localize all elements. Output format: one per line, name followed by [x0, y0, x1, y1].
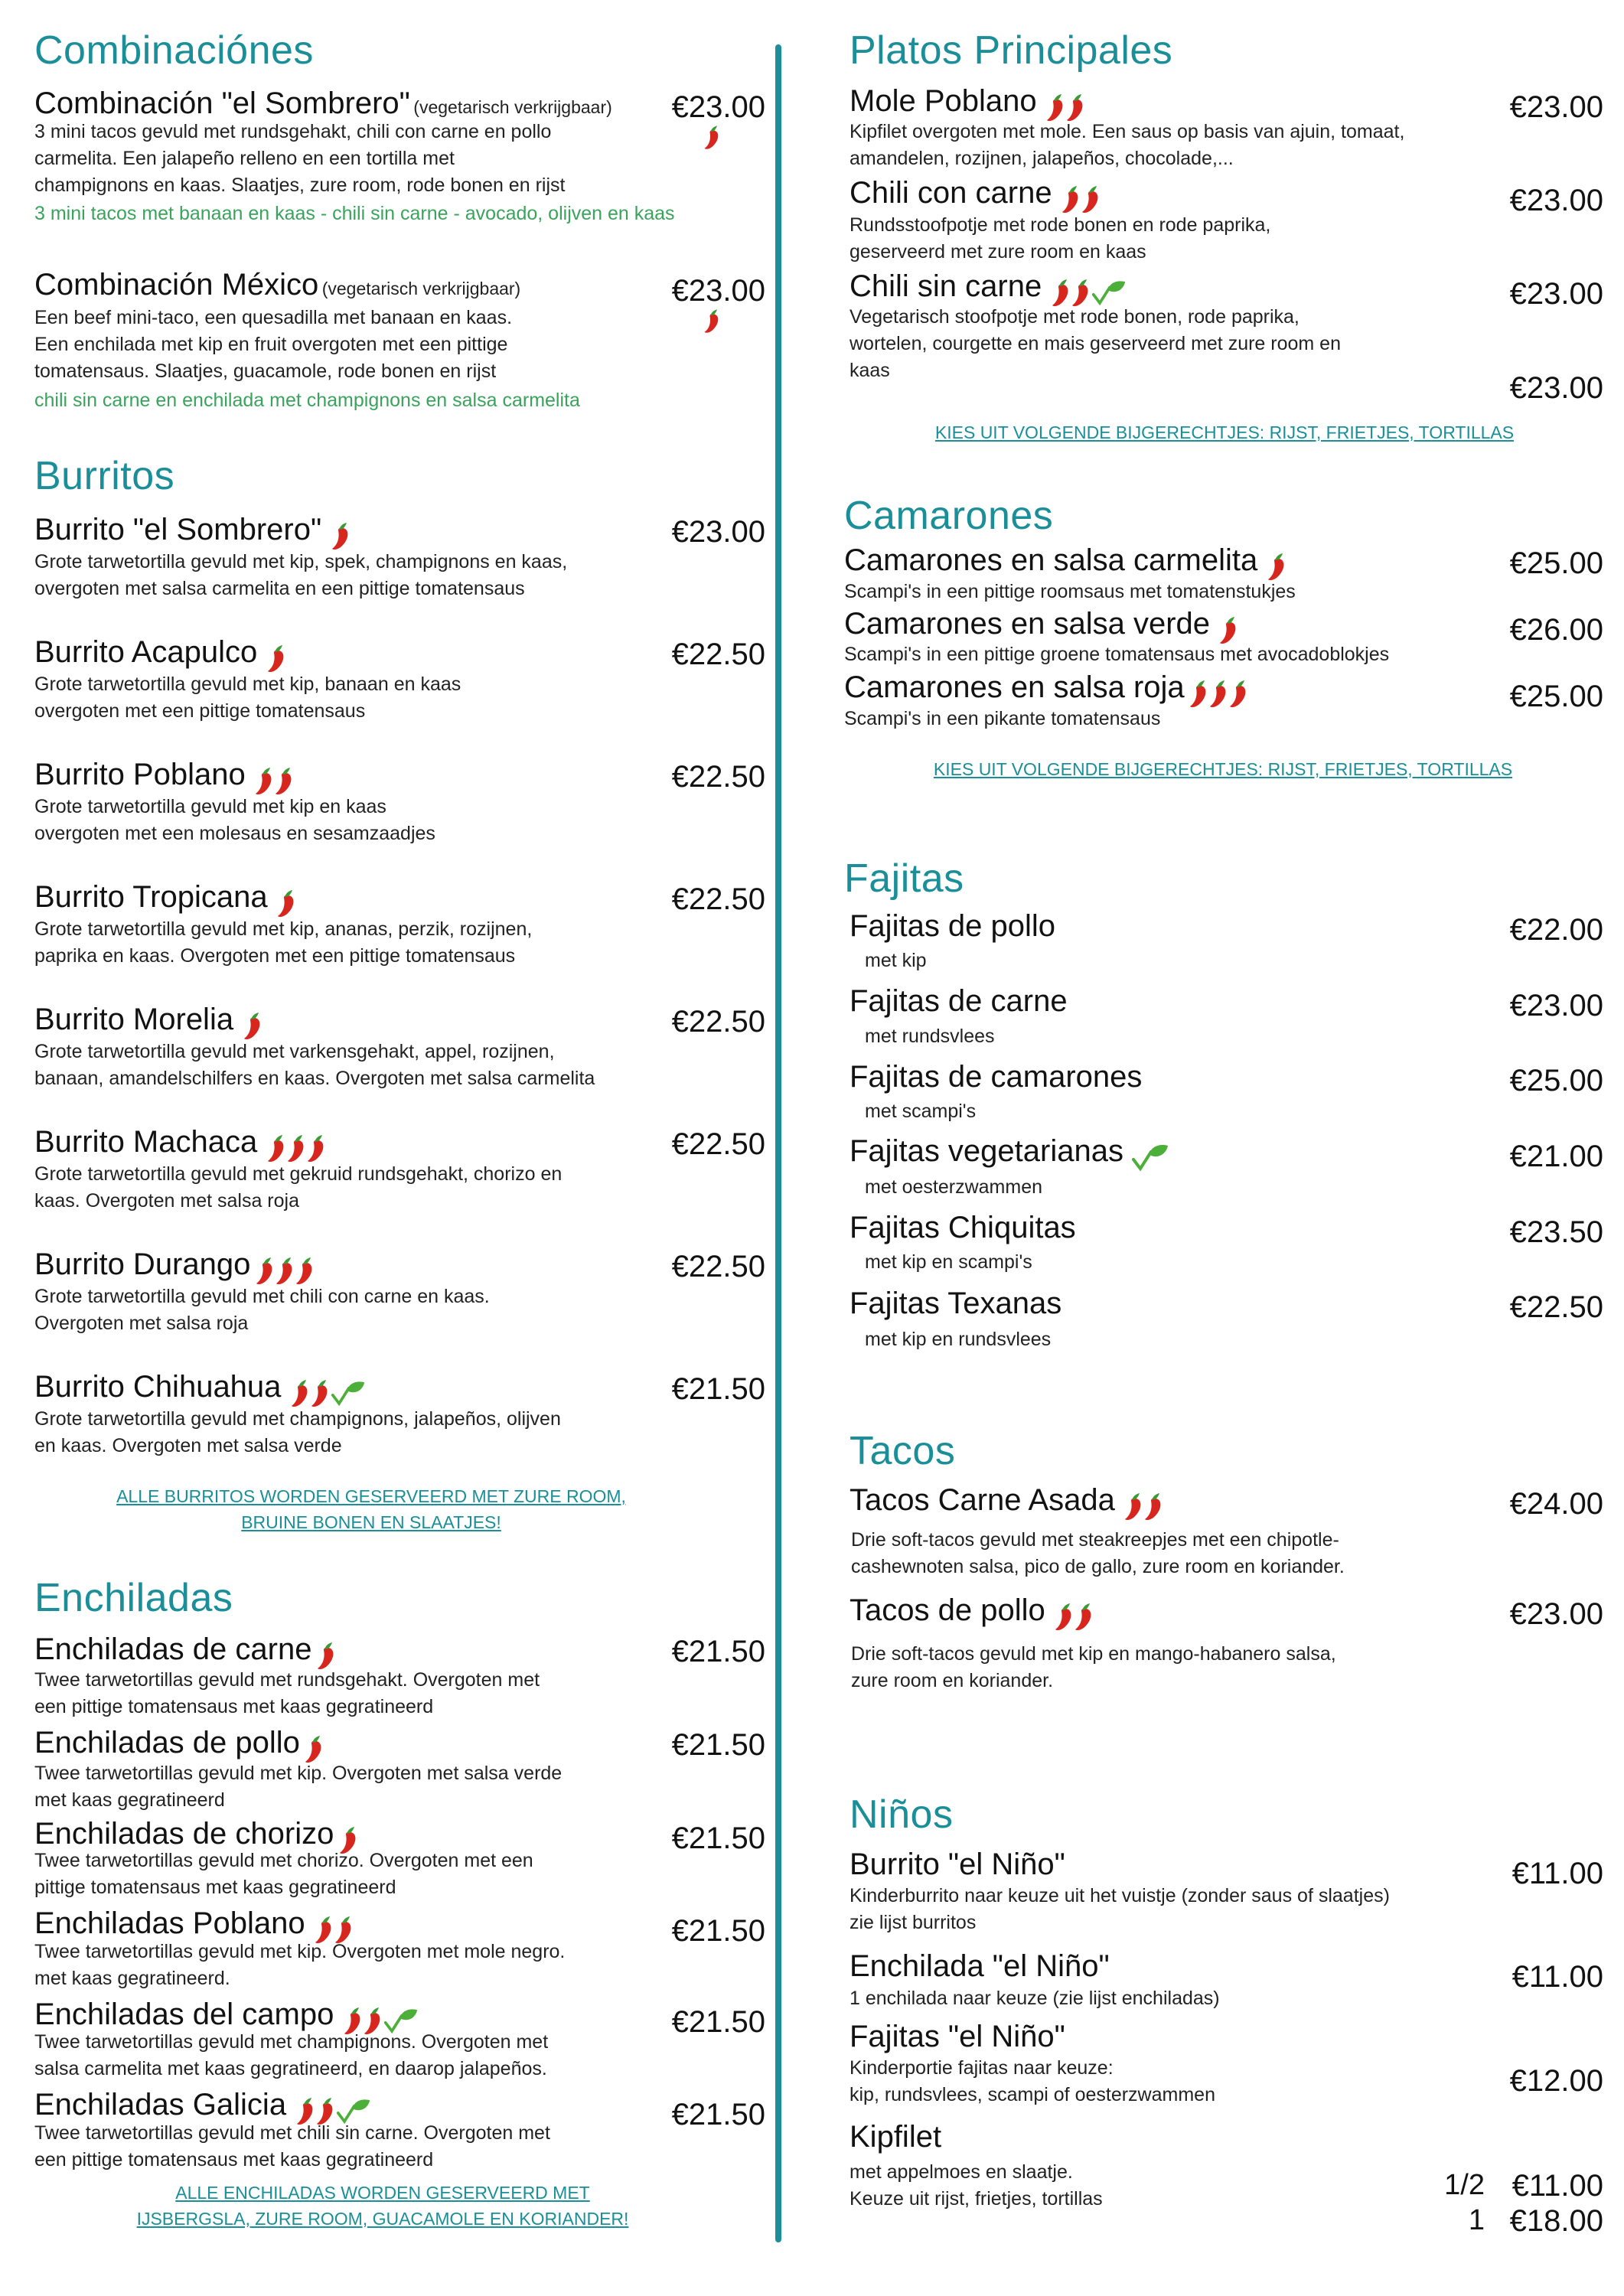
- item-price: €23.00: [1509, 184, 1603, 217]
- section-title-camarones: Camarones: [844, 494, 1054, 538]
- menu-item-enchiladas-carne: [34, 1634, 338, 1671]
- item-price: €23.00: [1509, 1597, 1603, 1631]
- menu-item-burrito-acapulco: [34, 637, 289, 674]
- item-name: Camarones en salsa verde: [844, 607, 1211, 641]
- item-description: Twee tarwetortillas gevuld met chorizo. Overgoten met een pittige tomatensaus met kaas gegratineerd: [34, 1850, 533, 1898]
- item-description: Kipfilet overgoten met mole. Een saus op basis van ajuin, tomaat, amandelen, rozijnen, jalapeños, chocolade,...: [850, 121, 1405, 169]
- item-description: Grote tarwetortilla gevuld met gekruid rundsgehakt, chorizo en kaas. Overgoten met salsa roja: [34, 1163, 563, 1212]
- item-price: €22.50: [671, 760, 765, 794]
- item-name: Chili sin carne: [850, 269, 1042, 303]
- item-price: €23.00: [671, 90, 765, 124]
- item-name: Enchiladas Poblano: [34, 1906, 305, 1940]
- item-description: Grote tarwetortilla gevuld met champignons, jalapeños, olijven en kaas. Overgoten met salsa verde: [34, 1408, 561, 1456]
- item-description: Kinderburrito naar keuze uit het vuistje (zonder saus of slaatjes) zie lijst burritos: [850, 1885, 1390, 1933]
- chili-icon: [273, 766, 296, 797]
- chili-icon: [1143, 1492, 1166, 1522]
- portion-price-full: €18.00: [1509, 2204, 1603, 2238]
- item-description: met oesterzwammen: [865, 1176, 1043, 1198]
- item-name: Enchiladas de chorizo: [34, 1817, 334, 1851]
- portion-price-half: €11.00: [1511, 2169, 1603, 2203]
- item-name: Combinación México: [34, 268, 319, 302]
- leaf-icon: [331, 1379, 366, 1408]
- item-description: Twee tarwetortillas gevuld met chili sin carne. Overgoten met een pittige tomatensaus met kaas gegratineerd: [34, 2122, 550, 2170]
- menu-item-fajitas-pollo: Fajitas de pollo: [850, 909, 1056, 943]
- item-description: 3 mini tacos gevuld met rundsgehakt, chili con carne en pollo carmelita. Een jalapeño relleno en een tortilla met champignons en kaas. Slaatjes, zure room, rode bonen en rijst: [34, 121, 566, 196]
- item-price: €23.00: [671, 515, 765, 549]
- item-price: €21.50: [671, 1821, 765, 1855]
- section-title-platos-principales: Platos Principales: [850, 28, 1173, 73]
- section-title-tacos: Tacos: [850, 1429, 956, 1473]
- menu-item-tacos-carne-asada: [850, 1485, 1166, 1522]
- item-name: Burrito Tropicana: [34, 880, 268, 914]
- section-title-ninos: Niños: [850, 1792, 954, 1837]
- item-description: Grote tarwetortilla gevuld met kip, ananas, perzik, rozijnen, paprika en kaas. Overgoten met een pittige tomatensaus: [34, 918, 533, 967]
- item-description: Grote tarwetortilla gevuld met kip en kaas overgoten met een molesaus en sesamzaadjes: [34, 796, 435, 844]
- menu-item-burrito-el-nino: Burrito "el Niño": [850, 1848, 1065, 1881]
- item-description: Een beef mini-taco, een quesadilla met banaan en kaas. Een enchilada met kip en fruit overgoten met een pittige tomatensaus. Slaatjes, guacamole, rode bonen en rijst: [34, 307, 513, 382]
- menu-item-burrito-sombrero: [34, 514, 353, 552]
- item-price: €23.00: [1509, 90, 1603, 124]
- item-description: met kip en rundsvlees: [865, 1329, 1052, 1350]
- item-description: met rundsvlees: [865, 1026, 995, 1047]
- menu-item-tacos-pollo: [850, 1595, 1096, 1632]
- item-price: €25.00: [1509, 1064, 1603, 1097]
- item-price: €23.00: [671, 274, 765, 308]
- item-price: €11.00: [1511, 1960, 1603, 1994]
- item-description: Twee tarwetortillas gevuld met kip. Overgoten met mole negro. met kaas gegratineerd.: [34, 1941, 566, 1989]
- menu-item-burrito-machaca: [34, 1127, 328, 1164]
- menu-item-mole-poblano: [850, 86, 1088, 123]
- item-price: €21.50: [671, 2005, 765, 2039]
- item-price: €11.00: [1511, 1857, 1603, 1890]
- item-description: Twee tarwetortillas gevuld met kip. Overgoten met salsa verde met kaas gegratineerd: [34, 1763, 563, 1811]
- menu-item-burrito-poblano: [34, 759, 296, 797]
- menu-item-fajitas-carne: Fajitas de carne: [850, 984, 1068, 1018]
- section-title-fajitas: Fajitas: [844, 856, 964, 901]
- menu-item-fajitas-texanas: Fajitas Texanas: [850, 1287, 1062, 1320]
- item-name: Enchiladas del campo: [34, 1998, 334, 2031]
- menu-item-kipfilet: Kipfilet: [850, 2120, 942, 2154]
- chili-icon: [1073, 1602, 1096, 1632]
- veg-available-tag: (vegetarisch verkrijgbaar): [321, 279, 521, 298]
- item-description: Grote tarwetortilla gevuld met chili con carne en kaas. Overgoten met salsa roja: [34, 1286, 490, 1334]
- menu-item-combinacion-mexico: [34, 269, 520, 300]
- item-name: Burrito Poblano: [34, 758, 246, 791]
- item-description: Grote tarwetortilla gevuld met kip, spek, champignons en kaas, overgoten met salsa carmelita en een pittige tomatensaus: [34, 551, 568, 599]
- item-description: Grote tarwetortilla gevuld met varkensgehakt, appel, rozijnen, banaan, amandelschilfers en kaas. Overgoten met salsa carmelita: [34, 1041, 595, 1089]
- chili-icon: [703, 124, 722, 152]
- item-description: Scampi's in een pittige groene tomatensaus met avocadoblokjes: [844, 644, 1390, 665]
- item-price: €23.00: [1509, 989, 1603, 1022]
- enchiladas-note: ALLE ENCHILADAS WORDEN GESERVEERD MET IJSBERGSLA, ZURE ROOM, GUACAMOLE EN KORIANDER!: [136, 2183, 629, 2229]
- item-price: €25.00: [1509, 680, 1603, 713]
- item-name: Burrito Chihuahua: [34, 1370, 282, 1404]
- item-price: €23.00: [1509, 277, 1603, 311]
- chili-icon: [1266, 552, 1289, 582]
- menu-item-burrito-tropicana: [34, 882, 298, 919]
- item-name: Tacos Carne Asada: [850, 1483, 1115, 1517]
- item-price: €22.50: [1509, 1290, 1603, 1324]
- item-description: met kip en scampi's: [865, 1251, 1032, 1273]
- item-name: Chili con carne: [850, 176, 1052, 210]
- menu-item-fajitas-el-nino: Fajitas "el Niño": [850, 2020, 1065, 2053]
- section-title-enchiladas: Enchiladas: [34, 1576, 233, 1620]
- item-description: Drie soft-tacos gevuld met kip en mango-habanero salsa, zure room en koriander.: [851, 1643, 1336, 1691]
- item-description: Twee tarwetortillas gevuld met rundsgehakt. Overgoten met een pittige tomatensaus met kaas gegratineerd: [34, 1669, 540, 1717]
- item-description: Rundsstoofpotje met rode bonen en rode paprika, geserveerd met zure room en kaas: [850, 214, 1271, 263]
- item-price: €22.50: [671, 1005, 765, 1039]
- item-name: Fajitas vegetarianas: [850, 1134, 1123, 1168]
- item-name: Burrito Durango: [34, 1247, 251, 1281]
- item-name: Combinación "el Sombrero": [34, 86, 410, 120]
- item-name: Burrito Morelia: [34, 1003, 234, 1036]
- item-price: €21.50: [671, 2098, 765, 2131]
- menu-item-burrito-morelia: [34, 1004, 265, 1042]
- platos-sides-note: KIES UIT VOLGENDE BIJGERECHTJES: RIJST, FRIETJES, TORTILLAS: [934, 422, 1515, 442]
- item-name: Mole Poblano: [850, 84, 1037, 118]
- menu-item-chili-sin-carne: [850, 271, 1127, 308]
- column-divider: [775, 44, 781, 2242]
- item-name: Camarones en salsa carmelita: [844, 543, 1258, 577]
- item-price: €21.00: [1509, 1140, 1603, 1173]
- chili-icon: [309, 1378, 332, 1409]
- menu-item-combinacion-sombrero: [34, 88, 612, 119]
- item-name: Burrito Machaca: [34, 1125, 258, 1159]
- item-price: €22.00: [1509, 913, 1603, 947]
- item-price: €23.50: [1509, 1215, 1603, 1249]
- menu-item-burrito-chihuahua: [34, 1371, 366, 1409]
- menu-item-fajitas-vegetarianas: [850, 1136, 1169, 1173]
- item-price: €22.50: [671, 638, 765, 671]
- item-price: €22.50: [671, 1250, 765, 1283]
- section-title-burritos: Burritos: [34, 454, 175, 498]
- item-description: Scampi's in een pittige roomsaus met tomatenstukjes: [844, 581, 1296, 602]
- menu-item-burrito-durango: [34, 1249, 317, 1287]
- menu-item-camarones-carmelita: [844, 545, 1289, 582]
- item-price: €21.50: [671, 1728, 765, 1762]
- item-description: met appelmoes en slaatje. Keuze uit rijst, frietjes, tortillas: [850, 2161, 1103, 2210]
- item-price: €22.50: [671, 882, 765, 916]
- extra-price: €23.00: [1509, 371, 1603, 405]
- menu-item-fajitas-camarones: Fajitas de camarones: [850, 1060, 1143, 1094]
- chili-icon: [330, 521, 353, 552]
- item-price: €22.50: [671, 1127, 765, 1161]
- chili-icon: [305, 1133, 328, 1164]
- item-name: Camarones en salsa roja: [844, 670, 1185, 704]
- item-name: Tacos de pollo: [850, 1593, 1045, 1627]
- item-price: €25.00: [1509, 546, 1603, 580]
- menu-item-enchiladas-pollo: [34, 1727, 326, 1765]
- item-name: Enchiladas Galicia: [34, 2088, 287, 2122]
- item-description: 1 enchilada naar keuze (zie lijst enchiladas): [850, 1988, 1220, 2009]
- item-price: €12.00: [1509, 2064, 1603, 2098]
- item-price: €21.50: [671, 1635, 765, 1668]
- menu-item-camarones-roja: [844, 672, 1251, 709]
- chili-icon: [703, 308, 722, 335]
- chili-icon: [1228, 679, 1251, 709]
- item-price: €24.00: [1509, 1487, 1603, 1521]
- item-description: Twee tarwetortillas gevuld met champignons. Overgoten met salsa carmelita met kaas gegratineerd, en daarop jalapeños.: [34, 2031, 549, 2079]
- item-description: Scampi's in een pikante tomatensaus: [844, 708, 1161, 729]
- chili-icon: [242, 1011, 265, 1042]
- menu-item-chili-con-carne: [850, 178, 1103, 215]
- chili-icon: [1080, 184, 1103, 215]
- item-price: €26.00: [1509, 613, 1603, 647]
- item-price: €21.50: [671, 1372, 765, 1406]
- item-price: €21.50: [671, 1914, 765, 1948]
- veg-variant: 3 mini tacos met banaan en kaas - chili sin carne - avocado, olijven en kaas: [34, 203, 675, 224]
- item-description: Drie soft-tacos gevuld met steakreepjes met een chipotle- cashewnoten salsa, pico de gallo, zure room en koriander.: [851, 1529, 1345, 1577]
- item-description: Kinderportie fajitas naar keuze: kip, rundsvlees, scampi of oesterzwammen: [850, 2057, 1215, 2105]
- menu-item-enchilada-el-nino: Enchilada "el Niño": [850, 1949, 1110, 1983]
- section-title-combinaciones: Combinaciónes: [34, 28, 314, 73]
- camarones-sides-note: KIES UIT VOLGENDE BIJGERECHTJES: RIJST, FRIETJES, TORTILLAS: [933, 759, 1513, 779]
- portion-size-half: 1/2: [1444, 2169, 1485, 2201]
- burritos-note: ALLE BURRITOS WORDEN GESERVEERD MET ZURE ROOM, BRUINE BONEN EN SLAATJES!: [116, 1486, 626, 1532]
- item-name: Enchiladas de carne: [34, 1632, 312, 1666]
- item-name: Burrito Acapulco: [34, 635, 258, 669]
- item-description: Vegetarisch stoofpotje met rode bonen, rode paprika, wortelen, courgette en mais geserveerd met zure room en kaas: [850, 306, 1341, 381]
- chili-icon: [276, 889, 298, 919]
- chili-icon: [294, 1256, 317, 1287]
- item-description: met kip: [865, 950, 927, 971]
- leaf-icon: [1131, 1143, 1169, 1173]
- item-description: met scampi's: [865, 1101, 977, 1122]
- veg-available-tag: (vegetarisch verkrijgbaar): [413, 97, 612, 117]
- menu-item-fajitas-chiquitas: Fajitas Chiquitas: [850, 1211, 1076, 1244]
- item-description: Grote tarwetortilla gevuld met kip, banaan en kaas overgoten met een pittige tomatensaus: [34, 673, 461, 722]
- item-name: Enchiladas de pollo: [34, 1726, 300, 1760]
- portion-size-full: 1: [1468, 2204, 1485, 2236]
- menu-item-camarones-verde: [844, 608, 1241, 646]
- veg-variant: chili sin carne en enchilada met champignons en salsa carmelita: [34, 390, 580, 411]
- chili-icon: [266, 644, 289, 674]
- item-name: Burrito "el Sombrero": [34, 513, 322, 546]
